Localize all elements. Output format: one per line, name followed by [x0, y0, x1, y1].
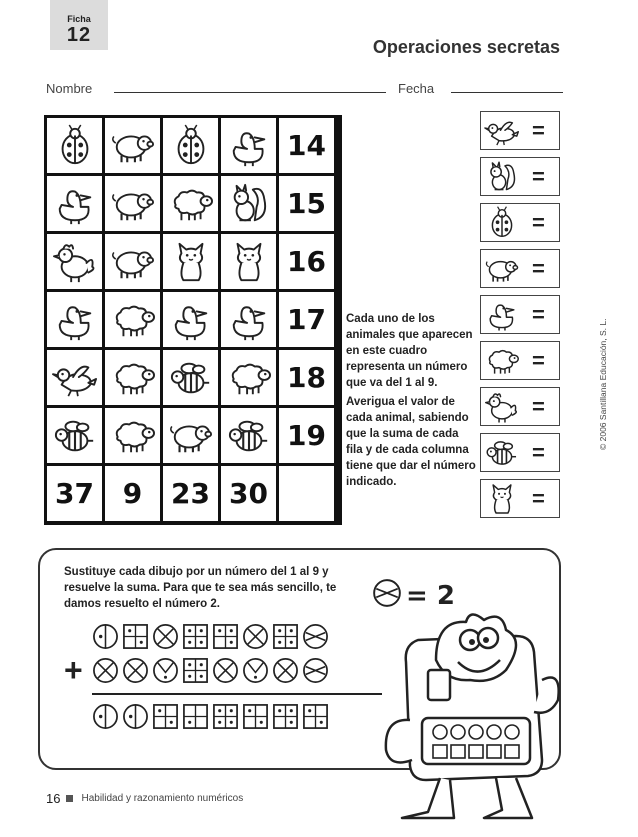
dots4-symbol-icon	[272, 623, 299, 650]
ficha-label: Ficha	[67, 14, 91, 24]
bee-icon	[484, 436, 520, 470]
dots4-symbol-icon	[212, 703, 239, 730]
equals-sign: =	[532, 209, 545, 235]
half-symbol-icon	[92, 703, 119, 730]
duck-icon	[52, 298, 98, 342]
grid-cell	[221, 234, 276, 289]
hint-value: = 2	[406, 580, 455, 611]
grid-cell	[47, 118, 102, 173]
grid-cell	[221, 408, 276, 463]
column-total: 30	[221, 466, 276, 521]
grid4-symbol-icon	[122, 623, 149, 650]
grid-cell	[47, 292, 102, 347]
pig-icon	[168, 414, 214, 458]
instructions-paragraph-1: Cada uno de los animales que aparecen en este cuadro representa un número que va del 1 al 9.	[346, 313, 473, 389]
row-total: 19	[279, 408, 334, 463]
footer-square-icon	[66, 795, 73, 802]
row-total: 14	[279, 118, 334, 173]
instructions-paragraph-2: Averigua el valor de cada animal, sabiendo que la suma de cada fila y de cada columna tiene que dar el número indicado.	[346, 396, 476, 488]
symbol-row-2	[92, 657, 329, 684]
vcircle-symbol-icon	[152, 657, 179, 684]
equals-sign: =	[532, 255, 545, 281]
grid-cell	[221, 350, 276, 405]
bee-icon	[226, 414, 272, 458]
symbol-row-1	[92, 623, 329, 650]
bird-icon	[484, 114, 520, 148]
bee-icon	[52, 414, 98, 458]
nombre-field[interactable]	[114, 92, 386, 93]
animal-grid	[44, 115, 342, 525]
xcircle-symbol-icon	[152, 623, 179, 650]
grid-cell	[221, 118, 276, 173]
answer-key-bird[interactable]	[480, 111, 560, 150]
xcircle-symbol-icon	[272, 657, 299, 684]
sheep-icon	[226, 356, 272, 400]
grid-cell	[163, 350, 218, 405]
grid4-symbol-icon	[242, 703, 269, 730]
row-total: 17	[279, 292, 334, 347]
column-total	[279, 466, 334, 521]
equals-sign: =	[532, 347, 545, 373]
grid-cell	[163, 408, 218, 463]
answer-key-list	[480, 111, 560, 525]
answer-key-cat[interactable]	[480, 479, 560, 518]
bee-icon	[168, 356, 214, 400]
equals-sign: =	[532, 163, 545, 189]
answer-key-squirrel[interactable]	[480, 157, 560, 196]
pig-icon	[110, 240, 156, 284]
row-total: 15	[279, 176, 334, 231]
cat-icon	[168, 240, 214, 284]
grid-cell	[163, 118, 218, 173]
duck-icon	[168, 298, 214, 342]
dots3-symbol-icon	[272, 703, 299, 730]
nombre-label: Nombre	[46, 81, 93, 96]
grid-cell	[105, 408, 160, 463]
column-total: 37	[47, 466, 102, 521]
answer-key-duck[interactable]	[480, 295, 560, 334]
grid4-symbol-icon	[152, 703, 179, 730]
xcircle-symbol-icon	[212, 657, 239, 684]
slash-symbol-icon	[302, 657, 329, 684]
duck-icon	[52, 182, 98, 226]
grid-cell	[221, 176, 276, 231]
ficha-number: 12	[66, 24, 92, 46]
answer-key-sheep[interactable]	[480, 341, 560, 380]
fecha-label: Fecha	[398, 81, 435, 96]
equals-sign: =	[532, 393, 545, 419]
footer-section: Habilidad y razonamiento numéricos	[81, 793, 244, 804]
grid-cell	[105, 350, 160, 405]
half-symbol-icon	[122, 703, 149, 730]
sheep-icon	[110, 298, 156, 342]
column-total: 9	[105, 466, 160, 521]
equals-sign: =	[532, 485, 545, 511]
grid-cell	[105, 118, 160, 173]
sum-line	[92, 693, 382, 695]
grid-cell	[163, 176, 218, 231]
plus-sign: +	[64, 652, 83, 688]
answer-key-ladybug[interactable]	[480, 203, 560, 242]
grid2-symbol-icon	[182, 703, 209, 730]
page-title: Operaciones secretas	[372, 37, 560, 57]
slash-symbol-icon	[302, 623, 329, 650]
grid-cell	[221, 292, 276, 347]
sheep-icon	[484, 344, 520, 378]
ladybug-icon	[168, 124, 214, 168]
squirrel-icon	[226, 182, 272, 226]
grid-cell	[105, 234, 160, 289]
grid-cell	[163, 234, 218, 289]
symbol-result-row	[92, 703, 329, 730]
bird-icon	[52, 356, 98, 400]
grid4-symbol-icon	[302, 703, 329, 730]
pig-icon	[484, 252, 520, 286]
duck-icon	[484, 298, 520, 332]
grid-cell	[105, 176, 160, 231]
grid-cell	[47, 234, 102, 289]
row-total: 18	[279, 350, 334, 405]
equals-sign: =	[532, 301, 545, 327]
answer-key-pig[interactable]	[480, 249, 560, 288]
squirrel-icon	[484, 160, 520, 194]
column-total: 23	[163, 466, 218, 521]
ladybug-icon	[484, 206, 520, 240]
xcircle-symbol-icon	[92, 657, 119, 684]
answer-key-bee[interactable]	[480, 433, 560, 472]
grid-cell	[163, 292, 218, 347]
cat-icon	[226, 240, 272, 284]
grid-cell	[47, 350, 102, 405]
page-number: 16	[46, 791, 61, 806]
grid-cell	[105, 292, 160, 347]
grid-cell	[47, 176, 102, 231]
calculator-robot-icon	[366, 600, 566, 825]
half-symbol-icon	[92, 623, 119, 650]
chicken-icon	[484, 390, 520, 424]
duck-icon	[226, 124, 272, 168]
puzzle-instructions: Sustituye cada dibujo por un número del 1 al 9 y resuelve la suma. Para que te sea más sencillo, te damos resuelto el número 2.	[64, 566, 337, 610]
grid-cell	[47, 408, 102, 463]
dots4-symbol-icon	[182, 623, 209, 650]
ladybug-icon	[52, 124, 98, 168]
dots3-symbol-icon	[212, 623, 239, 650]
sheep-icon	[110, 356, 156, 400]
sheep-icon	[168, 182, 214, 226]
instructions-box	[346, 311, 476, 493]
fecha-field[interactable]	[451, 92, 563, 93]
sheep-icon	[110, 414, 156, 458]
page-footer	[46, 791, 243, 806]
xcircle-symbol-icon	[242, 623, 269, 650]
dots4-symbol-icon	[182, 657, 209, 684]
ficha-badge	[50, 0, 108, 50]
pig-icon	[110, 124, 156, 168]
xcircle-symbol-icon	[122, 657, 149, 684]
duck-icon	[226, 298, 272, 342]
equals-sign: =	[532, 117, 545, 143]
answer-key-chicken[interactable]	[480, 387, 560, 426]
copyright-text: © 2006 Santillana Educación, S. L.	[598, 318, 608, 450]
pig-icon	[110, 182, 156, 226]
chicken-icon	[52, 240, 98, 284]
equals-sign: =	[532, 439, 545, 465]
row-total: 16	[279, 234, 334, 289]
cat-icon	[484, 482, 520, 516]
vcircle-symbol-icon	[242, 657, 269, 684]
